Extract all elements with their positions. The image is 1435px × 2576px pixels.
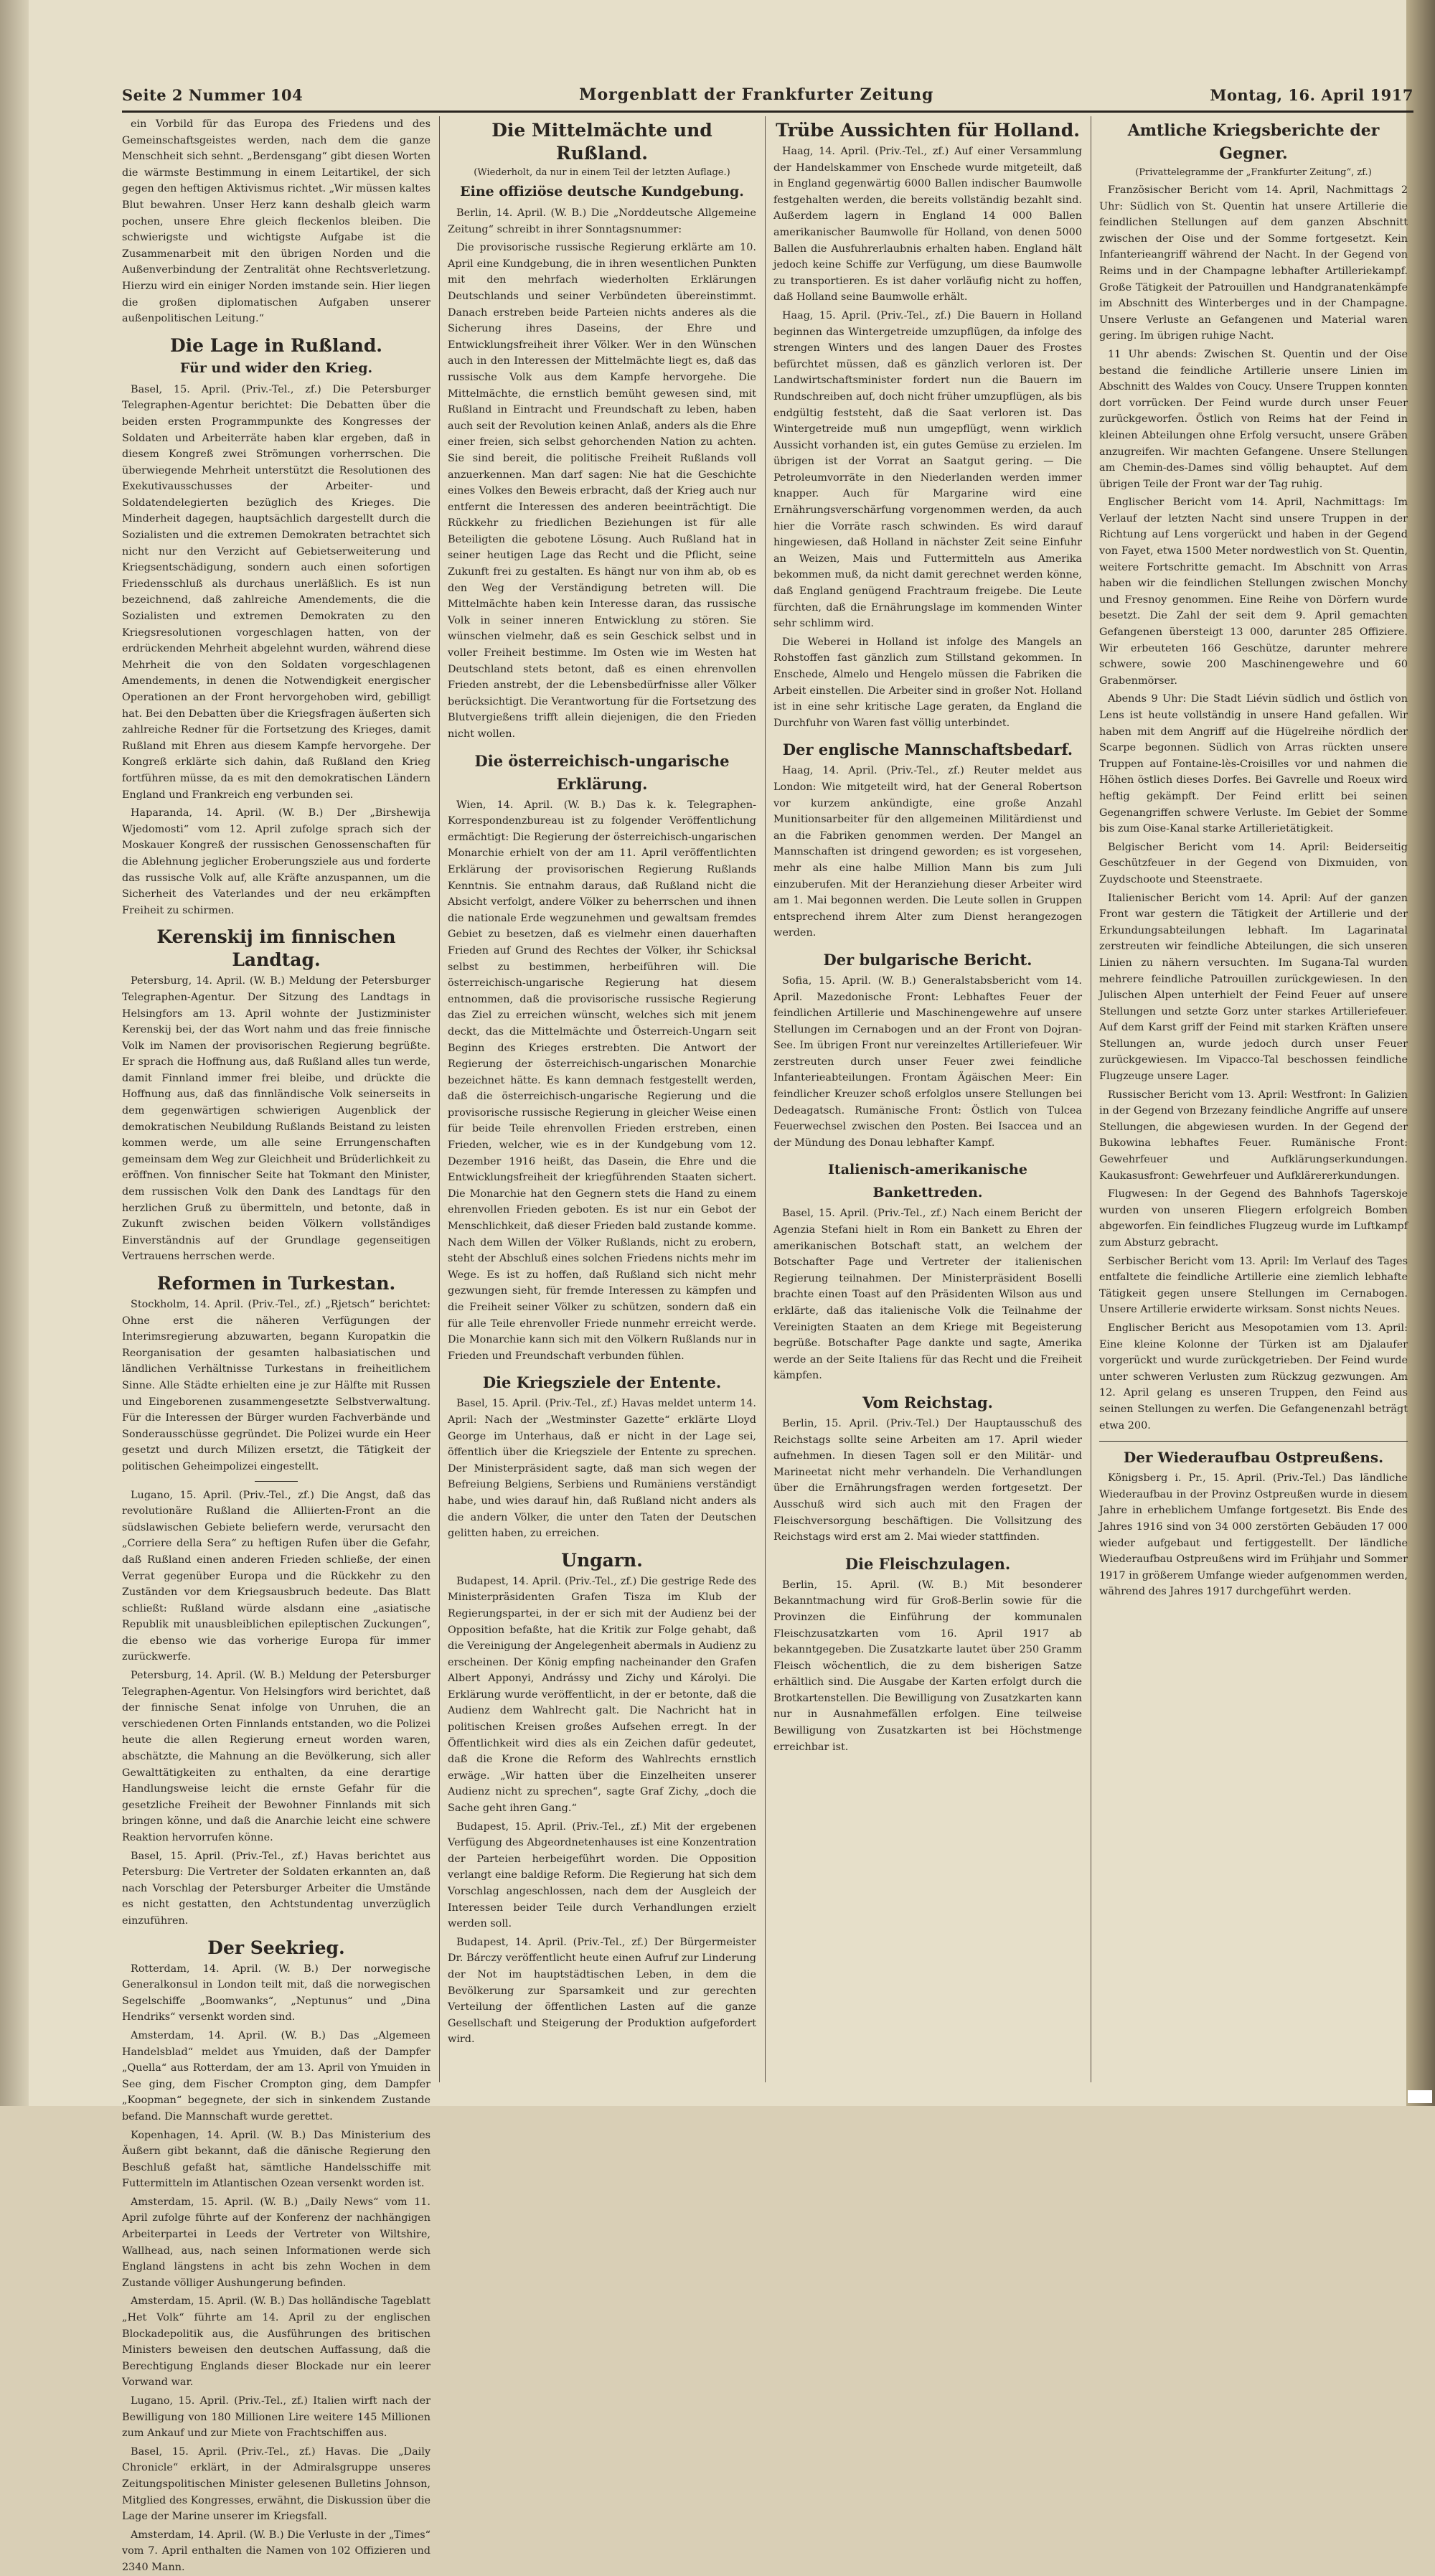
paragraph: Basel, 15. April. (Priv.-Tel., zf.) Havas meldet unterm 14. April: Nach der „Westminster Gazette“ erklärte Lloyd George im Unterhaus, daß er nicht in der Lage sei, öffentlich über die Kriegsziele der Entente zu sprechen. Der Ministerpräsident sagte, daß man sich wegen der Befreiung Belgiens, Serbiens und Rumäniens verständigt habe, und wies darauf hin, daß Rußland nicht anders als die andern Völker, die unter den Taten der Deutschen gelitten haben, zu erreichen. — [448, 1398, 756, 1540]
columns — [122, 116, 1413, 2573]
paragraph: Budapest, 15. April. (Priv.-Tel., zf.) Mit der ergebenen Verfügung des Abgeordnetenhauses ist eine Konzentration der Parteien herbeigeführt worden. Die Opposition verlangt eine baldige Reform. Die Regierung hat sich dem Vorschlag angeschlossen, nach dem der Ausgleich der Interessen beider Teile durch Verhandlungen erzielt werden soll. — [448, 1820, 756, 1930]
headline-lage-russland: Die Lage in Rußland. — [169, 334, 383, 356]
paragraph: Lugano, 15. April. (Priv.-Tel., zf.) Die Angst, daß das revolutionäre Rußland die Alliierten-Front an die südslawischen Gebiete beliefern werde, verursacht den „Corriere della Sera“ zu heftigen Rufen über die Gefahr, daß Rußland einen anderen Frieden schließe, der einen Verrat gegenüber Europa und die Rückkehr zu den Zuständen vor dem Kriegsausbruch bedeute. Das Blatt schließt: Rußland würde alsdann eine „asiatische Republik mit unausbleiblichen epileptischen Zuckungen“, die ebenso wie das vorherige Europa für immer zurückwerfe. — [122, 1489, 430, 1663]
paragraph: Wien, 14. April. (W. B.) Das k. k. Telegraphen-Korrespondenzbureau ist zu folgender Veröffentlichung ermächtigt: Die Regierung der österreichisch-ungarischen Monarchie erhielt von der am 11. April veröffentlichten Erklärung der provisorischen Regierung Rußlands Kenntnis. Sie entnahm daraus, daß Rußland nicht die Absicht verfolgt, andere Völker zu beherrschen und ihnen die nationale Erde wegzunehmen und gewaltsam fremdes Gebiet zu besetzen, daß es vielmehr einen dauerhaften Frieden auf Grund des Rechtes der Völker, ihr Schicksal selbst zu bestimmen, herbeiführen will. Die österreichisch-ungarische Regierung hat diesem entnommen, daß die provisorische russische Regierung das Ziel zu erreichen wünscht, welches sich mit jenem deckt, das die Mittelmächte und Österreich-Ungarn seit Beginn des Krieges erstrebten. Die Antwort der Regierung der österreichisch-ungarischen Monarchie bezeichnet hätte. Es kann demnach festgestellt werden, daß die österreichisch-ungarische Regierung und die provisorische russische Regierung in gleicher Weise einen für beide Teile ehrenvollen Frieden erstreben, einen Frieden, welcher, wie es in der Kundgebung vom 12. Dezember 1916 heißt, das Dasein, die Ehre und die Entwicklungsfreiheit der kriegführenden Staaten sichert. Die Monarchie hat den Gegnern stets die Hand zu einem ehrenvollen Frieden geboten. Es ist nur ein Gebot der Menschlichkeit, daß dieser Frieden bald zustande komme. Nach dem Willen der Völker Rußlands, nicht zu erobern, steht der Abschluß eines solchen Friedens nichts mehr im Wege. Es ist zu hoffen, daß Rußland sich nicht mehr gezwungen sieht, für fremde Interessen zu kämpfen und die Freiheit seiner Völker zu schützen, sondern daß ein für alle Teile ehrenvoller Friede nunmehr erreicht werde. Die Monarchie kann sich mit den Völkern Rußlands nur in Frieden und Freundschaft verbunden fühlen. — [448, 799, 756, 1362]
paragraph: Berlin, 15. April. (Priv.-Tel.) Der Hauptausschuß des Reichstags sollte seine Arbeiten am 17. April wieder aufnehmen. In diesen Tagen soll er den Militär- und Marineetat nicht mehr verhandeln. Die Verhandlungen über die Ernährungsfragen werden fortgesetzt. Der Ausschuß wird sich auch mit den Fragen der Fleischversorgung beschäftigen. Die Vollsitzung des Reichstags wird erst am 2. Mai wieder stattfinden. — [773, 1417, 1082, 1543]
paragraph: Flugwesen: In der Gegend des Bahnhofs Tagerskoje wurden von unseren Fliegern erfolgreich Bomben abgeworfen. Ein feindliches Flugzeug wurde im Luftkampf zum Absturz gebracht. — [1099, 1188, 1408, 1249]
paragraph: Sofia, 15. April. (W. B.) Generalstabsbericht vom 14. April. Mazedonische Front: Lebhaftes Feuer der feindlichen Artillerie und Maschinengewehre auf unsere Stellungen im Cernabogen und an der Front von Dojran-See. Im übrigen Front nur vereinzeltes Artilleriefeuer. Wir zerstreuten durch unser Feuer zwei feindliche Infanterieabteilungen. Frontam Ägäischen Meer: Ein feindlicher Kreuzer schoß erfolglos unsere Stellungen bei Dedeagatsch. Rumänische Front: Östlich von Tulcea Feuerwechsel zwischen den Posten. Bei Isaccea und an der Mündung des Donau lebhafter Kampf. — [773, 974, 1082, 1149]
page-number: Seite 2 Nummer 104 — [122, 85, 304, 104]
paragraph: 11 Uhr abends: Zwischen St. Quentin und der Oise bestand die feindliche Artillerie unsere Linien im Abschnitt des Waldes von Coucy. Unsere Truppen konnten dort vorrücken. Der Feind wurde durch unser Feuer zurückgeworfen. Östlich von Reims hat der Feind in kleinen Abteilungen ohne Erfolg versucht, unsere Gräben anzugreifen. Wir machten Gefangene. Unsere Stellungen am Chemin-des-Dames sind völlig behauptet. Auf dem übrigen Teile der Front war der Tag ruhig. — [1099, 348, 1408, 490]
column-4 — [1099, 116, 1408, 2082]
headline-ungarn: Ungarn. — [561, 1549, 643, 1571]
paragraph: Budapest, 14. April. (Priv.-Tel., zf.) Die gestrige Rede des Ministerpräsidenten Grafen Tisza im Klub der Regierungspartei, in der er sich mit der Audienz bei der Opposition befaßte, hat die Kritik zur Folge gehabt, daß die Vereinigung der Angelegenheit abermals in Audienz zu erscheinen. Der König empfing nacheinander den Grafen Albert Apponyi, Andrássy und Zichy und Károlyi. Die Erklärung wurde veröffentlicht, in der er betonte, daß die Audienz dem Wahlrecht galt. Die Nachricht hat in politischen Kreisen großes Aufsehen erregt. In der Öffentlichkeit wird dies als ein Zeichen dafür gedeutet, daß die Krone die Reform des Wahlrechts ernstlich erwäge. „Wir hatten über die Einzelheiten unserer Audienz nicht zu sprechen“, sagte Graf Zichy, „doch die Sache geht ihren Gang.“ — [448, 1575, 757, 1815]
paragraph: Abends 9 Uhr: Die Stadt Liévin südlich und östlich von Lens ist heute vollständig in unsere Hand gefallen. Wir haben mit dem Angriff auf die Hügelreihe nördlich der Scarpe begonnen. Südlich von Arras rückten unsere Truppen auf Fontaine-lès-Croisilles vor und nahmen die Höhen östlich dieses Dorfes. Bei Gavrelle und Roeux wird heftig gekämpft. Der Feind erlitt bei seinen Gegenangriffen schwere Verluste. Im Gebiet der Somme bis zum Oise-Kanal starke Artillerietätigkeit. — [1099, 693, 1408, 835]
corner-label — [1408, 2090, 1432, 2103]
paragraph: Die Weberei in Holland ist infolge des Mangels an Rohstoffen fast gänzlich zum Stillstand gekommen. In Enschede, Almelo und Hengelo müssen die Fabriken die Arbeit einstellen. Die Arbeiter sind in großer Not. Holland ist in eine sehr kritische Lage geraten, da England die Durchfuhr von Waren fast völlig unterbindet. — [773, 636, 1082, 729]
headline-seekrieg: Der Seekrieg. — [207, 1937, 345, 1958]
article-intro: ein Vorbild für das Europa des Friedens und des Gemeinschaftsgeistes werden, nach dem die ganze Menschheit sich sehnt. „Berdensgang“ gibt diesen Worten die wärmste Bestimmung in einem Leitartikel, der sich gegen den heftigen Aktivismus richtet. „Wir müssen kaltes Blut bewahren. Unser Herz kann deshalb gleich warm pochen, unsere Ehre gleich fleckenlos bleiben. Die schwierigste und wichtigste Aufgabe ist die Zusammenarbeit mit den übrigen Norden und die Außenverbindung der Zentralität ohne Rechtsverletzung. Hierzu wird ein einiger Norden imstande sein. Hier liegen die großen diplomatischen Aufgaben unserer außenpolitischen Leitung.“ — [122, 118, 430, 325]
paragraph: Englischer Bericht aus Mesopotamien vom 13. April: Eine kleine Kolonne der Türken ist am Djalaufer vorgerückt und wurde zurückgetrieben. Der Feind wurde unter schweren Verlusten zum Rückzug gezwungen. Am 12. April gelang es unseren Truppen, den Feind aus seinen Stellungen zu werfen. Die Gefangenenzahl beträgt etwa 200. — [1099, 1322, 1408, 1432]
subhead-krieg: Für und wider den Krieg. — [179, 359, 373, 376]
subhead-kundgebung: Eine offiziöse deutsche Kundgebung. — [460, 184, 744, 199]
paragraph: Petersburg, 14. April. (W. B.) Meldung der Petersburger Telegraphen-Agentur. Von Helsingfors wird berichtet, daß der finnische Senat infolge von Unruhen, die an verschiedenen Orten Finnlands entstanden, wo die Polizei heute die allen Regierung erneut worden waren, abschätzte, die Mahnung an die Bevölkerung, sich aller Gewalttätigkeiten zu enthalten, da eine derartige Handlungsweise leicht die ernste Gefahr für die gesetzliche Freiheit der Bewohner Finnlands mit sich bringen könne, und daß die Anarchie leicht eine schwere Reaktion hervorrufen könne. — [122, 1670, 430, 1843]
paragraph: Amsterdam, 14. April. (W. B.) Das „Algemeen Handelsblad“ meldet aus Ymuiden, daß der Dampfer „Quella“ aus Rotterdam, der am 13. April von Ymuiden in See ging, dem Fischer Crompton ging, dem Dampfer „Koopman“ begegnete, der sich in sinkendem Zustande befand. Die Mannschaft wurde gerettet. — [122, 2029, 430, 2123]
newspaper-title: Morgenblatt der Frankfurter Zeitung — [579, 85, 934, 104]
paragraph: Amsterdam, 15. April. (W. B.) Das holländische Tageblatt „Het Volk“ führte am 14. April zu der englischen Blockadepolitik aus, die Ausführungen des britischen Ministers beweisen den deutschen Auffassung, daß die Berechtigung Englands dieser Blockade nur ein leerer Vorwand war. — [122, 2295, 430, 2389]
issue-date: Montag, 16. April 1917 — [1210, 85, 1413, 104]
paragraph: Basel, 15. April. (Priv.-Tel., zf.) Havas. Die „Daily Chronicle“ erklärt, in der Admiralsgruppe unseres Zeitungspolitischen Minister gelesenen Bulletins Johnson, Mitglied des Kongresses, erwähnt, die Diskussion über die Lage der Marine unserer im Kriegsfall. — [122, 2445, 430, 2523]
paragraph: Russischer Bericht vom 13. April: Westfront: In Galizien in der Gegend von Brzezany feindliche Angriffe auf unsere Stellungen, die abgewiesen wurden. In der Gegend der Bukowina lebhaftes Feuer. Rumänische Front: Gewehrfeuer und Aufklärungserkundungen. Kaukasusfront: Gewehrfeuer und Aufklärererkundungen. — [1099, 1089, 1408, 1182]
column-2 — [448, 116, 756, 2082]
headline-kriegsberichte: Amtliche Kriegsberichte der Gegner. — [1127, 121, 1380, 163]
divider — [255, 1481, 298, 1482]
paragraph: Italienischer Bericht vom 14. April: Auf der ganzen Front war gestern die Tätigkeit der Artillerie und der Erkundungsabteilungen lebhaft. Im Lagarinatal zerstreuten wir feindliche Abteilungen, die sich unseren Linien zu nähern versuchten. Im Sugana-Tal wurden mehrere feindliche Patrouillen zurückgewiesen. In den Julischen Alpen unterhielt der Feind Feuer auf unsere Stellungen und setzte Gorz unter starkes Artilleriefeuer. Auf dem Karst griff der Feind mit starken Kräften unsere Stellungen an, wurde jedoch durch unser Feuer zurückgewiesen. Im Vipacco-Tal beschossen feindliche Flugzeuge unsere Lager. — [1099, 892, 1408, 1083]
paragraph: Amsterdam, 14. April. (W. B.) Die Verluste in der „Times“ vom 7. April enthalten die Namen von 102 Offizieren und 2340 Mann. — [122, 2529, 430, 2573]
column-rule — [439, 116, 440, 2082]
paragraph: Basel, 15. April. (Priv.-Tel., zf.) Havas berichtet aus Petersburg: Die Vertreter der Soldaten erkannten an, daß nach Vorschlag der Petersburger Arbeiter die Umstände es nicht gestatten, den Achtstundentag unverzüglich einzuführen. — [122, 1850, 430, 1927]
headline-kerenskij: Kerenskij im finnischen Landtag. — [156, 926, 396, 971]
masthead-rule — [122, 111, 1413, 113]
masthead — [122, 80, 1413, 109]
book-binding — [0, 0, 29, 2106]
paragraph: Haag, 15. April. (Priv.-Tel., zf.) Die Bauern in Holland beginnen das Wintergetreide umzupflügen, da infolge des strengen Winters und des langen Dauer des Frostes befürchtet müssen, daß es gänzlich verloren ist. Der Landwirtschaftsminister fordert nun die Bauern im Rundschreiben auf, doch nicht früher umzupflügen, als bis endgültig feststeht, daß die Saat verloren ist. Das Wintergetreide muß nun umgepflügt, wenn wirklich Aussicht vorhanden ist, ein gutes Gemüse zu erzielen. Im übrigen ist der Vorrat an Saatgut gering. — Die Petroleumvorräte in den Niederlanden werden immer knapper. Auch für Margarine wird eine Ernährungsverschärfung vorgenommen werden, da auch hier die Vorräte rasch schwinden. Es wird darauf hingewiesen, daß Holland in nächster Zeit seine Einfuhr an Weizen, Mais und Futtermitteln aus Amerika bekommen muß, da nicht damit gerechnet werden könne, daß England genügend Frachtraum freigebe. Die Leute fürchten, daß die Ernährungslage im kommenden Winter sehr schlimm wird. — [773, 309, 1082, 630]
headline-mittelmaechte: Die Mittelmächte und Rußland. — [491, 120, 712, 164]
paragraph: Berlin, 14. April. (W. B.) Die „Norddeutsche Allgemeine Zeitung“ schreibt in ihrer Sonntagsnummer: — [448, 207, 756, 235]
paragraph: Basel, 15. April. (Priv.-Tel., zf.) Die Petersburger Telegraphen-Agentur berichtet: Die Debatten über die beiden ersten Programmpunkte des Kongresses der Soldaten und Arbeiterräte haben klar ergeben, daß in diesem Kongreß zwei Strömungen vorherrschen. Die überwiegende Mehrheit unterstützt die Resolutionen des Exekutivausschusses der Arbeiter- und Soldatendelegierten bezüglich des Krieges. Die Minderheit dagegen, hauptsächlich dargestellt durch die Sozialisten und die extremen Demokraten betrachtet sich nicht nur den Verzicht auf Gebietserweiterung und Kriegsentschädigung, sondern auch einen sofortigen Friedensschluß als durchaus unerläßlich. Es ist nun bezeichnend, daß zahlreiche Amendements, die die Sozialisten und extremen Demokraten zu den Kriegsresolutionen vorgeschlagen hatten, von der erdrückenden Mehrheit abgelehnt wurden, während diese Mehrheit die von den Soldaten vorgeschlagenen Amendements, in denen die Notwendigkeit energischer Operationen an der Front hervorgehoben wird, gebilligt hat. Bei den Debatten über die Kriegsfragen äußerten sich zahlreiche Redner für die Fortsetzung des Krieges, damit Rußland mit Ehren aus diesem Kampfe hervorgehe. Der Kongreß erklärte sich dahin, daß Rußland den Krieg fortführen müsse, da es mit den demokratischen Ländern England und Frankreich eng verbunden sei. — [122, 383, 430, 801]
paragraph: Amsterdam, 15. April. (W. B.) „Daily News“ vom 11. April zufolge führte auf der Konferenz der nachhängigen Arbeiterpartei in Leeds der Vertreter von Wiltshire, Wallhead, aus, nach seinen Informationen werde sich England längstens in acht bis zehn Wochen in dem Zustande völliger Aushungerung befinden. — [122, 2196, 430, 2289]
headline-bulgarisch: Der bulgarische Bericht. — [823, 950, 1032, 969]
headline-oesterreich: Die österreichisch-ungarische Erklärung. — [474, 751, 730, 793]
paragraph: Haag, 14. April. (Priv.-Tel., zf.) Reuter meldet aus London: Wie mitgeteilt wird, hat der General Robertson vor kurzem ankündigte, eine große Anzahl Munitionsarbeiter für den allgemeinen Militärdienst und an die Fabriken genommen werden. Der Mangel an Mannschaften ist dringend geworden; es ist vorgesehen, mehr als eine halbe Million Mann bis zum Juli einzuberufen. Mit der Heranziehung dieser Arbeiter wird am 1. Mai begonnen werden. Die Leute sollen in Gruppen entsprechend ihrem Alter zum Dienst herangezogen werden. — [773, 765, 1082, 939]
paragraph: Lugano, 15. April. (Priv.-Tel., zf.) Italien wirft nach der Bewilligung von 180 Millionen Lire weitere 145 Millionen zum Ankauf und zur Miete von Frachtschiffen aus. — [122, 2395, 430, 2440]
headline-fleischzulagen: Die Fleischzulagen. — [844, 1554, 1011, 1573]
paragraph: Englischer Bericht vom 14. April, Nachmittags: Im Verlauf der letzten Nacht sind unsere Truppen in der Richtung auf Lens vorgerückt und haben in der Gegend von Fayet, etwa 1500 Meter nordwestlich von St. Quentin, weitere Fortschritte gemacht. Im Abschnitt von Arras haben wir die feindlichen Stellungen zwischen Monchy und Fresnoy genommen. Eine Reihe von Dörfern wurde besetzt. Die Zahl der seit dem 9. April gemachten Gefangenen übersteigt 13 000, darunter 285 Offiziere. Wir erbeuteten 166 Geschütze, darunter mehrere schwere, sowie 200 Maschinengewehre und 60 Grabenmörser. — [1099, 497, 1408, 687]
paragraph: Berlin, 15. April. (W. B.) Mit besonderer Bekanntmachung wird für Groß-Berlin sowie für die Provinzen die Einführung der kommunalen Fleischzusatzkarten vom 16. April 1917 ab bekanntgegeben. Die Zusatzkarte lautet über 250 Gramm Fleisch wöchentlich, die zu dem bisherigen Satze erhältlich sind. Die Ausgabe der Karten erfolgt durch die Brotkartenstellen. Die Bewilligung von Zusatzkarten kann nur in Ausnahmefällen erfolgen. Eine teilweise Bewilligung von Zusatzkarten ist bei Höchstmenge erreichbar ist. — [773, 1579, 1082, 1753]
paragraph: Belgischer Bericht vom 14. April: Beiderseitig Geschützfeuer in der Gegend von Dixmuiden, von Zuydschoote und Steenstraete. — [1099, 841, 1408, 885]
telegram-note: (Privattelegramme der „Frankfurter Zeitung“, zf.) — [1135, 167, 1372, 178]
headline-bankettreden: Italienisch-amerikanische Bankettreden. — [828, 1162, 1027, 1201]
headline-mannschaftsbedarf: Der englische Mannschaftsbedarf. — [782, 741, 1073, 759]
column-3 — [773, 116, 1082, 2082]
headline-ostpreussen: Der Wiederaufbau Ostpreußens. — [1099, 1441, 1408, 1469]
paragraph: Haparanda, 14. April. (W. B.) Der „Birshewija Wjedomosti“ vom 12. April zufolge sprach sich der Moskauer Kongreß der russischen Genossenschaften für die Ablehnung jeglicher Eroberungsziele aus und forderte das russische Volk auf, alle Kräfte anzuspannen, um die Sicherheit des Vaterlandes und der neu erkämpften Freiheit zu schirmen. — [122, 807, 430, 916]
paragraph: Budapest, 14. April. (Priv.-Tel., zf.) Der Bürgermeister Dr. Bárczy veröffentlicht heute einen Aufruf zur Linderung der Not im hauptstädtischen Leben, in dem die Bevölkerung zur Sparsamkeit und zur gerechten Verteilung der öffentlichen Lasten auf die ganze Gesellschaft und Steigerung der Produktion aufgefordert wird. — [448, 1936, 756, 2046]
paragraph: Serbischer Bericht vom 13. April: Im Verlauf des Tages entfaltete die feindliche Artillerie eine ziemlich lebhafte Tätigkeit gegen unsere Stellungen im Cernabogen. Unsere Artillerie erwiderte wirksam. Sonst nichts Neues. — [1099, 1255, 1408, 1316]
paragraph: Französischer Bericht vom 14. April, Nachmittags 2 Uhr: Südlich von St. Quentin hat unsere Artillerie die feindlichen Stellungen auf dem ganzen Abschnitt zwischen der Oise und der Somme fortgesetzt. Kein Infanterieangriff während der Nacht. In der Gegend von Reims und in der Champagne lebhafter Artilleriekampf. Große Tätigkeit der Patrouillen und Handgranatenkämpfe im Abschnitt des Winterberges und in der Champagne. Unsere Verluste an Gefangenen und Material waren gering. Im übrigen ruhige Nacht. — [1099, 184, 1408, 342]
column-rule — [765, 116, 766, 2082]
headline-reichstag: Vom Reichstag. — [862, 1393, 993, 1411]
paragraph: Petersburg, 14. April. (W. B.) Meldung der Petersburger Telegraphen-Agentur. Der Sitzung des Landtags in Helsingfors am 13. April wohnte der Justizminister Kerenskij bei, der das Wort nahm und das freie finnische Volk im Namen der provisorischen Regierung begrüßte. Er sprach die Hoffnung aus, daß Rußland alles tun werde, damit Finnland immer frei bleibe, und drückte die Hoffnung aus, daß das finnländische Volk seinerseits in dem gegenwärtigen schwierigen Augenblick der demokratischen Neubildung Rußlands Beistand zu leisten kommen werde, um alle seine Errungenschaften gemeinsam dem Weg zur Gleichheit und Brüderlichkeit zu eröffnen. Von finnischer Seite hat Tokmant den Minister, dem russischen Volk den Dank des Landtags für den herzlichen Gruß zu übermitteln, und betonte, daß in Zukunft zwischen beiden Völkern vollständiges Einverständnis auf der Grundlage gegenseitigen Vertrauens herrschen werde. — [122, 975, 430, 1263]
headline-turkestan: Reformen in Turkestan. — [156, 1273, 396, 1294]
headline-entente: Die Kriegsziele der Entente. — [482, 1373, 722, 1392]
paragraph: Rotterdam, 14. April. (W. B.) Der norwegische Generalkonsul in London teilt mit, daß die norwegischen Segelschiffe „Boomwanks“, „Neptunus“ und „Dina Hendriks“ versenkt worden sind. — [122, 1962, 430, 2023]
paragraph: Stockholm, 14. April. (Priv.-Tel., zf.) „Rjetsch“ berichtet: Ohne erst die näheren Verfügungen der Interimsregierung abzuwarten, begann Kuropatkin die Reorganisation der gesamten halbasiatischen und ländlichen Verhältnisse Turkestans in freiheitlichem Sinne. Alle Städte erhielten eine je zur Hälfte mit Russen und Eingeborenen zusammengesetzte Selbstverwaltung. Für die Interessen der Bürger wurden Fachverbände und Sonderausschüsse gegründet. Die Polizei wurde ein Heer gesetzt und durch Milizen ersetzt, die Tätigkeit der politischen Geheimpolizei eingestellt. — [122, 1299, 430, 1472]
paragraph: Königsberg i. Pr., 15. April. (Priv.-Tel.) Das ländliche Wiederaufbau in der Provinz Ostpreußen wurde in diesem Jahre in erheblichem Umfange fortgesetzt. Bis Ende des Jahres 1916 sind von 34 000 zerstörten Gebäuden 17 000 wieder aufgebaut und fertiggestellt. Der ländliche Wiederaufbau Ostpreußens wird im Frühjahr und Sommer 1917 in größerem Umfange wieder aufgenommen werden, während des Jahres 1917 durchgeführt werden. — [1099, 1472, 1408, 1598]
paragraph: Die provisorische russische Regierung erklärte am 10. April eine Kundgebung, die in ihren wesentlichen Punkten mit den mehrfach wiederholten Erklärungen Deutschlands und seiner Verbündeten übereinstimmt. Danach erstreben beide Parteien nichts anderes als die Sicherung ihres Daseins, der Ehre und Entwicklungsfreiheit ihrer Völker. Wer in den Wünschen auch in den Interessen der Mittelmächte liegt es, daß das russische Volk aus dem Kampfe hervorgehe. Die Mittelmächte, die ernstlich bemüht gewesen sind, mit Rußland in Eintracht und Freundschaft zu leben, haben auch seit der Revolution keinen Anlaß, anders als die Ehre einer freien, sich selbst gehorchenden Nation zu achten. Sie sind bereit, die politische Freiheit Rußlands voll anzuerkennen. Man darf sagen: Nie hat die Geschichte eines Volkes den Beweis erbracht, daß der Krieg auch nur entfernt die Interessen des anderen beeinträchtigt. Die Rückkehr zu friedlichen Beziehungen ist für alle Beteiligten die gebotene Lösung. Auch Rußland hat in seiner heutigen Lage das Recht und die Pflicht, seine Zukunft frei zu gestalten. Es hängt nur von ihm ab, ob es den Weg der Verständigung betreten will. Die Mittelmächte haben kein Interesse daran, das russische Volk in seiner inneren Entwicklung zu stören. Sie wünschen vielmehr, daß es sein Geschick selbst und in voller Freiheit bestimme. Im Osten wie im Westen hat Deutschland stets betont, daß es einen ehrenvollen Frieden anstrebt, der die Lebensbedürfnisse aller Völker berücksichtigt. Die Verantwortung für die Fortsetzung des Blutvergießens trifft allein diejenigen, die den Frieden nicht wollen. — [448, 242, 756, 740]
column-1 — [122, 116, 430, 2573]
headline-holland: Trübe Aussichten für Holland. — [776, 120, 1080, 141]
paragraph: Haag, 14. April. (Priv.-Tel., zf.) Auf einer Versammlung der Handelskammer von Enschede wurde mitgeteilt, daß in England gegenwärtig 6000 Ballen indischer Baumwolle festgehalten werden, die bereits vollständig bezahlt sind. Außerdem lagern in England 14 000 Ballen amerikanischer Baumwolle für Holland, von denen 5000 Ballen die Ausfuhrerlaubnis erhalten haben. England hält jedoch keine Schiffe zur Verfügung, um diese Baumwolle zu transportieren. Es ist daher vorläufig nicht zu hoffen, daß Holland seine Baumwolle erhält. — [773, 146, 1082, 304]
paragraph: Basel, 15. April. (Priv.-Tel., zf.) Nach einem Bericht der Agenzia Stefani hielt in Rom ein Bankett zu Ehren der amerikanischen Botschaft statt, an welchem der Botschafter Page und Vertreter der italienischen Regierung teilnahmen. Der Ministerpräsident Boselli brachte einen Toast auf den Präsidenten Wilson aus und erklärte, daß das italienische Volk die Teilnahme der Vereinigten Staaten an dem Kriege mit Begeisterung begrüße. Botschafter Page dankte und sagte, Amerika werde an der Seite Italiens für das Recht und die Freiheit kämpfen. — [773, 1208, 1082, 1382]
repeat-note: (Wiederholt, da nur in einem Teil der letzten Auflage.) — [474, 167, 730, 178]
paragraph: Kopenhagen, 14. April. (W. B.) Das Ministerium des Äußern gibt bekannt, daß die dänische Regierung den Beschluß gefaßt hat, sämtliche Handelsschiffe mit Futtermitteln im Atlantischen Ozean versenkt worden ist. — [122, 2129, 430, 2190]
